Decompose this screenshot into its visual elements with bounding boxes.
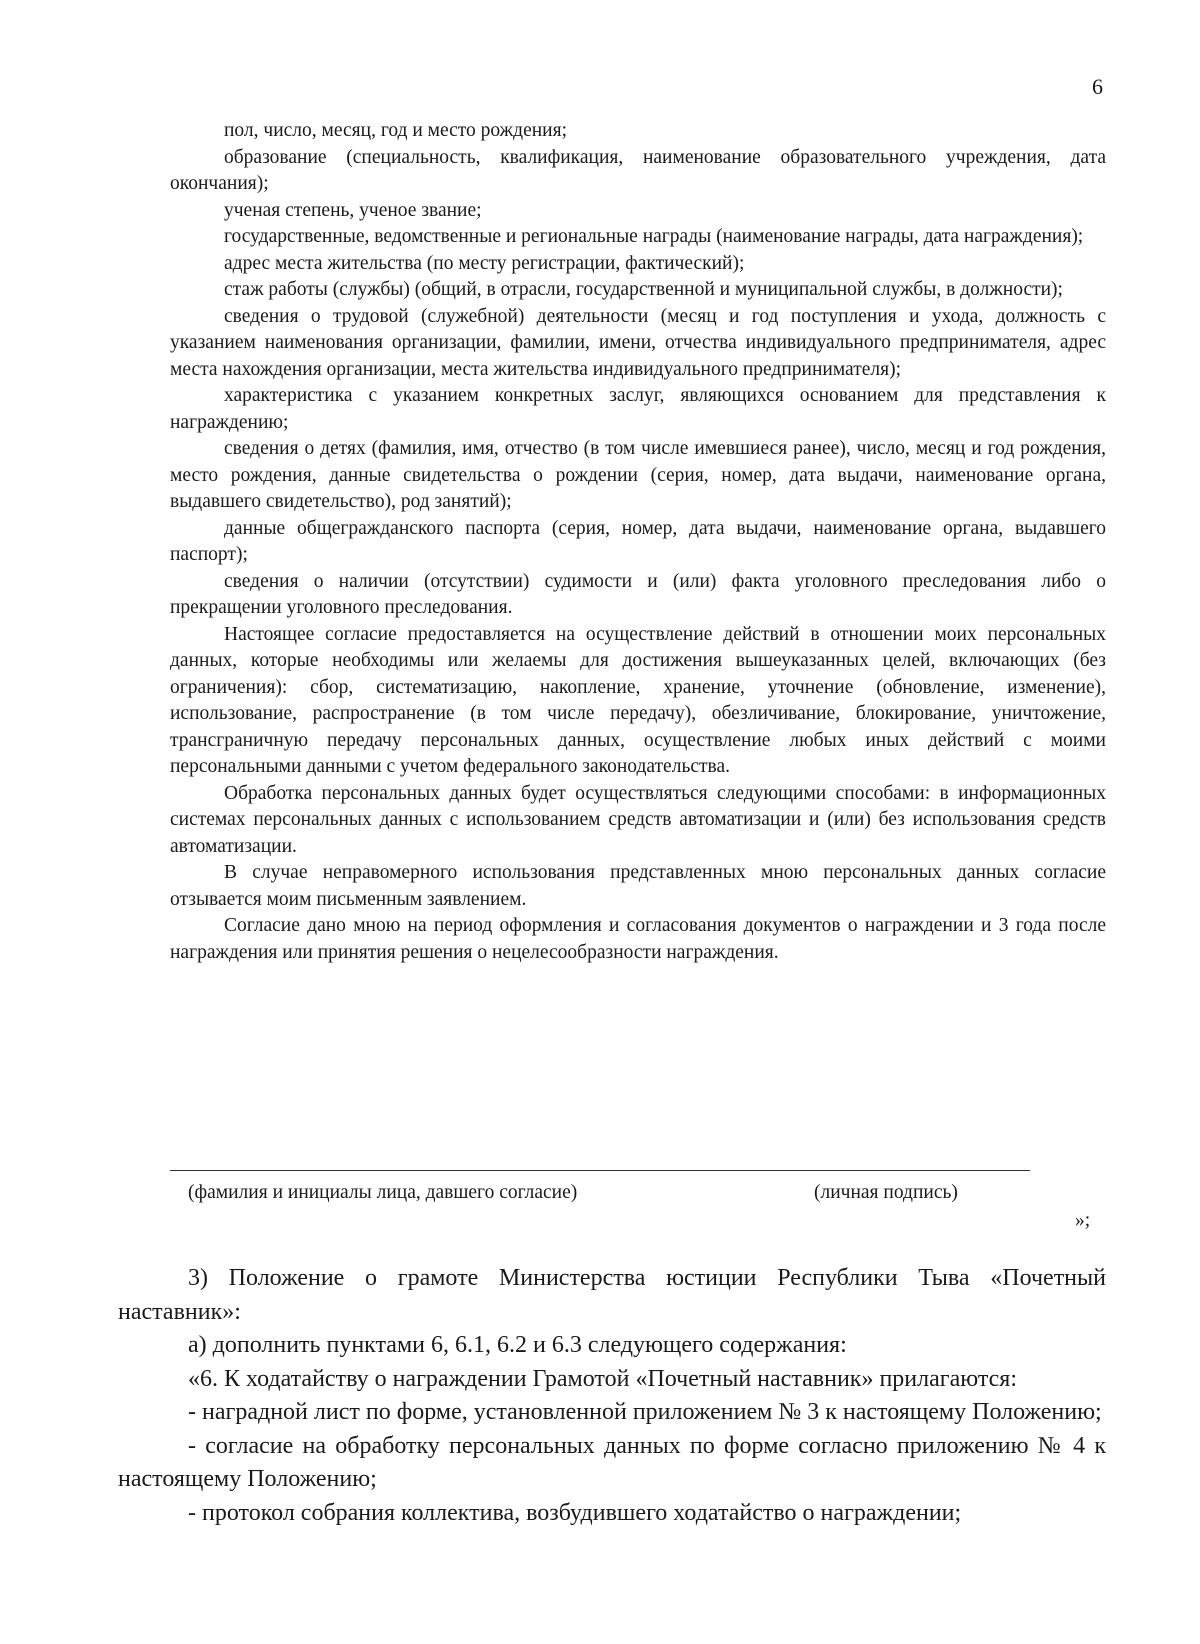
page-number: 6	[1092, 74, 1103, 99]
paragraph: В случае неправомерного использования представленных мною персональных данных согласие отзывается моим письменным заявлением.	[170, 862, 1106, 910]
paragraph: - протокол собрания коллектива, возбудившего ходатайство о награждении;	[188, 1499, 962, 1526]
paragraph: данные общегражданского паспорта (серия, номер, дата выдачи, наименование органа, выдавшего паспорт);	[170, 517, 1106, 565]
section-3-block	[118, 1262, 1106, 1530]
paragraph: - согласие на обработку персональных данных по форме согласно приложению № 4 к настоящему Положению;	[118, 1432, 1106, 1492]
paragraph: сведения о трудовой (служебной) деятельности (месяц и год поступления и ухода, должность с указанием наименования организации, фамилии, имени, отчества индивидуального предпринимателя, адрес места нахождения организации, места жительства индивидуального предпринимателя);	[170, 305, 1106, 380]
signature-line	[170, 1170, 1030, 1171]
paragraph: сведения о наличии (отсутствии) судимости и (или) факта уголовного преследования либо о прекращении уголовного преследования.	[170, 570, 1106, 618]
paragraph: Согласие дано мною на период оформления и согласования документов о награждении и 3 года после награждения или принятия решения о нецелесообразности награждения.	[170, 915, 1106, 963]
signature-caption: (личная подпись)	[814, 1182, 958, 1203]
paragraph: Обработка персональных данных будет осуществляться следующими способами: в информационных системах персональных данных с использованием средств автоматизации и (или) без использования средств автоматизации.	[170, 782, 1106, 857]
paragraph: сведения о детях (фамилия, имя, отчество (в том числе имевшиеся ранее), число, месяц и год рождения, место рождения, данные свидетельства о рождении (серия, номер, дата выдачи, наименование органа, выдавшего свидетельство), род занятий);	[170, 438, 1106, 512]
paragraph: адрес места жительства (по месту регистрации, фактический);	[224, 252, 745, 274]
paragraph: 3) Положение о грамоте Министерства юстиции Республики Тыва «Почетный наставник»:	[118, 1265, 1106, 1325]
paragraph: стаж работы (службы) (общий, в отрасли, государственной и муниципальной службы, в должности);	[224, 279, 1063, 300]
paragraph: характеристика с указанием конкретных заслуг, являющихся основанием для представления к награждению;	[170, 385, 1106, 433]
paragraph: - наградной лист по форме, установленной приложением № 3 к настоящему Положению;	[188, 1399, 1102, 1425]
paragraph: Настоящее согласие предоставляется на осуществление действий в отношении моих персональных данных, которые необходимы или желаемы для достижения вышеуказанных целей, включающих (без ограничения): сбор, систематизацию, накопление, хранение, уточнение (обновление, изменение), использование, распространение (в том числе передачу), обезличивание, блокирование, уничтожение, трансграничную передачу персональных данных, осуществление любых иных действий с моими персональными данными с учетом федерального законодательства.	[170, 623, 1106, 777]
paragraph: образование (специальность, квалификация, наименование образовательного учреждения, дата окончания);	[170, 146, 1106, 194]
paragraph: «6. К ходатайству о награждении Грамотой «Почетный наставник» прилагаются:	[188, 1365, 1018, 1392]
paragraph: государственные, ведомственные и региональные награды (наименование награды, дата награждения);	[224, 226, 1084, 247]
paragraph: пол, число, месяц, год и место рождения;	[224, 120, 567, 141]
closing-quote: »;	[1075, 1210, 1091, 1231]
name-caption: (фамилия и инициалы лица, давшего согласие)	[188, 1182, 578, 1203]
consent-text-block	[170, 118, 1106, 966]
paragraph: ученая степень, ученое звание;	[224, 199, 482, 221]
paragraph: а) дополнить пунктами 6, 6.1, 6.2 и 6.3 следующего содержания:	[188, 1332, 847, 1358]
